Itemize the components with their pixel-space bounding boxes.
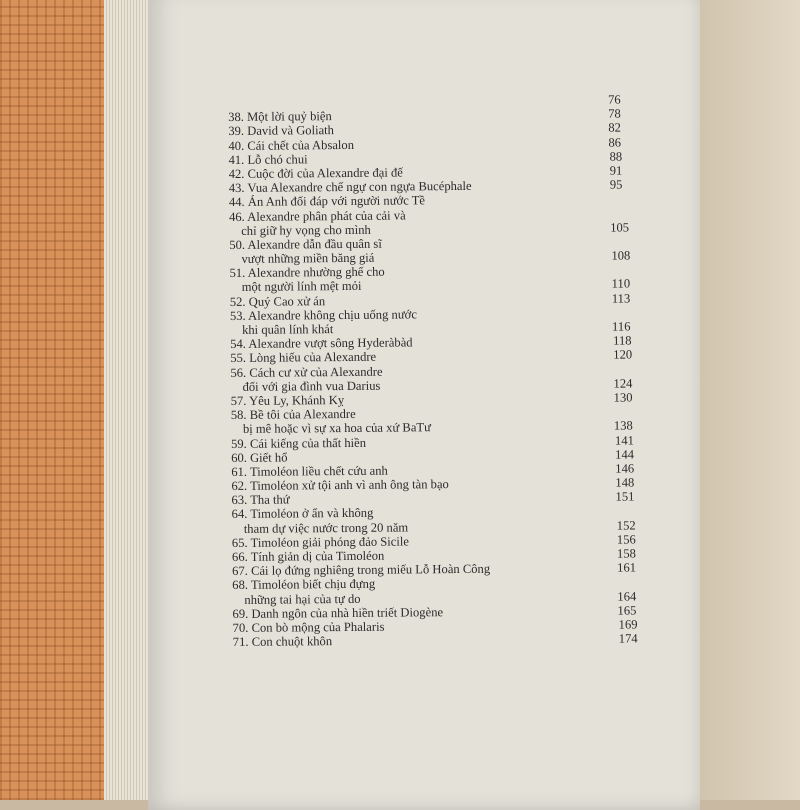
toc-entry-title: 56. Cách cư xử của Alexandre bbox=[230, 364, 383, 380]
toc-entry-page: 76 bbox=[607, 92, 621, 107]
toc-entry-title: 44. Án Anh đối đáp với người nước Tề bbox=[228, 193, 426, 210]
toc-entry-page: 82 bbox=[608, 120, 621, 136]
toc-entry-page: 120 bbox=[613, 347, 633, 363]
toc-entry-title: khi quân lính khát bbox=[241, 322, 334, 337]
toc-entry-page: 130 bbox=[613, 390, 633, 405]
background-right bbox=[690, 0, 800, 800]
toc-entry-title: 58. Bề tôi của Alexandre bbox=[230, 407, 356, 423]
toc-entry-page: 118 bbox=[613, 333, 632, 348]
toc-entry-page: 174 bbox=[618, 631, 638, 646]
toc-entry-title: những tai hại của tự do bbox=[244, 591, 361, 607]
toc-entry-title: 71. Con chuột khôn bbox=[232, 634, 333, 650]
toc-entry-page: 156 bbox=[616, 532, 636, 547]
toc-entry-page: 141 bbox=[614, 432, 634, 448]
toc-entry-title: 46. Alexandre phân phát của cải và bbox=[228, 207, 406, 224]
toc-entry-title: 55. Lòng hiếu của Alexandre bbox=[230, 350, 377, 366]
toc-entry-title: 61. Timoléon liều chết cứu anh bbox=[231, 463, 388, 479]
toc-entry-page: 124 bbox=[613, 376, 633, 391]
toc-entry-title: 42. Cuộc đời của Alexandre đại đế bbox=[228, 165, 403, 181]
toc-entry-page: 108 bbox=[611, 248, 631, 263]
toc-entry-title: tham dự việc nước trong 20 năm bbox=[243, 520, 409, 536]
toc-entry-page: 88 bbox=[609, 149, 623, 164]
toc-entry-title: đối với gia đình vua Darius bbox=[242, 378, 381, 394]
toc-entry-page: 95 bbox=[609, 177, 623, 192]
toc-entry-page: 138 bbox=[613, 418, 633, 433]
toc-entry-title: 43. Vua Alexandre chế ngự con ngựa Bucéphale bbox=[228, 179, 472, 196]
toc-entry-page: 148 bbox=[615, 475, 635, 490]
toc-entry-title: 51. Alexandre nhường ghế cho bbox=[229, 264, 385, 281]
table-of-contents bbox=[228, 92, 643, 649]
toc-entry-title: 69. Danh ngôn của nhà hiền triết Diogène bbox=[232, 604, 444, 621]
toc-entry-page: 158 bbox=[616, 546, 636, 561]
toc-entry-title: 62. Timoléon xử tội anh vì anh ông tàn bạo bbox=[231, 477, 449, 494]
toc-entry-page: 165 bbox=[617, 603, 637, 618]
toc-entry-page: 146 bbox=[615, 461, 635, 476]
toc-entry-title: vượt những miền băng giá bbox=[241, 250, 375, 266]
toc-entry-title: 65. Timoléon giải phóng đảo Sicile bbox=[231, 534, 409, 550]
toc-entry-title: chỉ giữ hy vọng cho mình bbox=[241, 222, 371, 238]
toc-entry-title: 52. Quý Cao xử án bbox=[229, 293, 326, 309]
toc-entry-page: 91 bbox=[609, 163, 623, 178]
toc-entry-page: 152 bbox=[616, 518, 636, 533]
toc-entry-page: 144 bbox=[615, 447, 635, 462]
toc-entry-page: 169 bbox=[618, 617, 638, 632]
toc-entry-title: 38. Một lời quỷ biện bbox=[228, 109, 332, 125]
toc-entry-title: 54. Alexandre vượt sông Hyderàbàd bbox=[230, 335, 413, 352]
toc-entry-page: 78 bbox=[608, 106, 621, 121]
toc-entry-page: 164 bbox=[617, 589, 637, 604]
toc-entry-title: 60. Giết hổ bbox=[231, 450, 288, 465]
toc-entry-title: 39. David và Goliath bbox=[228, 123, 335, 139]
toc-entry-title: 67. Cái lọ đứng nghiêng trong miếu Lỗ Hoàn Công bbox=[232, 561, 491, 579]
toc-entry-title: 40. Cái chết của Absalon bbox=[228, 137, 355, 153]
toc-entry-title: bị mê hoặc vì sự xa hoa của xứ BaTư bbox=[242, 420, 431, 437]
book-page-edges bbox=[104, 0, 150, 800]
toc-entry-title: 63. Tha thứ bbox=[231, 492, 290, 508]
toc-entry-title: 66. Tính giản dị của Timoléon bbox=[231, 548, 385, 564]
toc-entry-page: 151 bbox=[615, 489, 635, 504]
toc-entry-title: một người lính mệt mỏi bbox=[241, 279, 362, 295]
toc-entry-page: 113 bbox=[611, 291, 631, 306]
toc-entry-page: 86 bbox=[608, 135, 622, 150]
toc-entry-title: 53. Alexandre không chịu uống nước bbox=[229, 307, 417, 323]
toc-entry-page: 110 bbox=[611, 276, 631, 292]
toc-entry-page: 116 bbox=[611, 319, 631, 334]
toc-entry-title: 70. Con bò mộng của Phalaris bbox=[232, 619, 385, 635]
toc-entry-title: 59. Cái kiếng của thất hiền bbox=[230, 435, 367, 451]
toc-entry-title: 64. Timoléon ở ẩn và không bbox=[231, 506, 374, 522]
toc-entry-page: 161 bbox=[617, 560, 637, 575]
toc-entry-title: 41. Lỗ chó chui bbox=[228, 152, 308, 167]
toc-entry-page: 105 bbox=[610, 220, 630, 235]
toc-entry-title: 50. Alexandre dẫn đầu quân sĩ bbox=[229, 236, 382, 252]
toc-entry-title: 57. Yêu Ly, Khánh Kỵ bbox=[230, 392, 345, 408]
toc-entry-title: 68. Timoléon biết chịu đựng bbox=[232, 577, 376, 593]
